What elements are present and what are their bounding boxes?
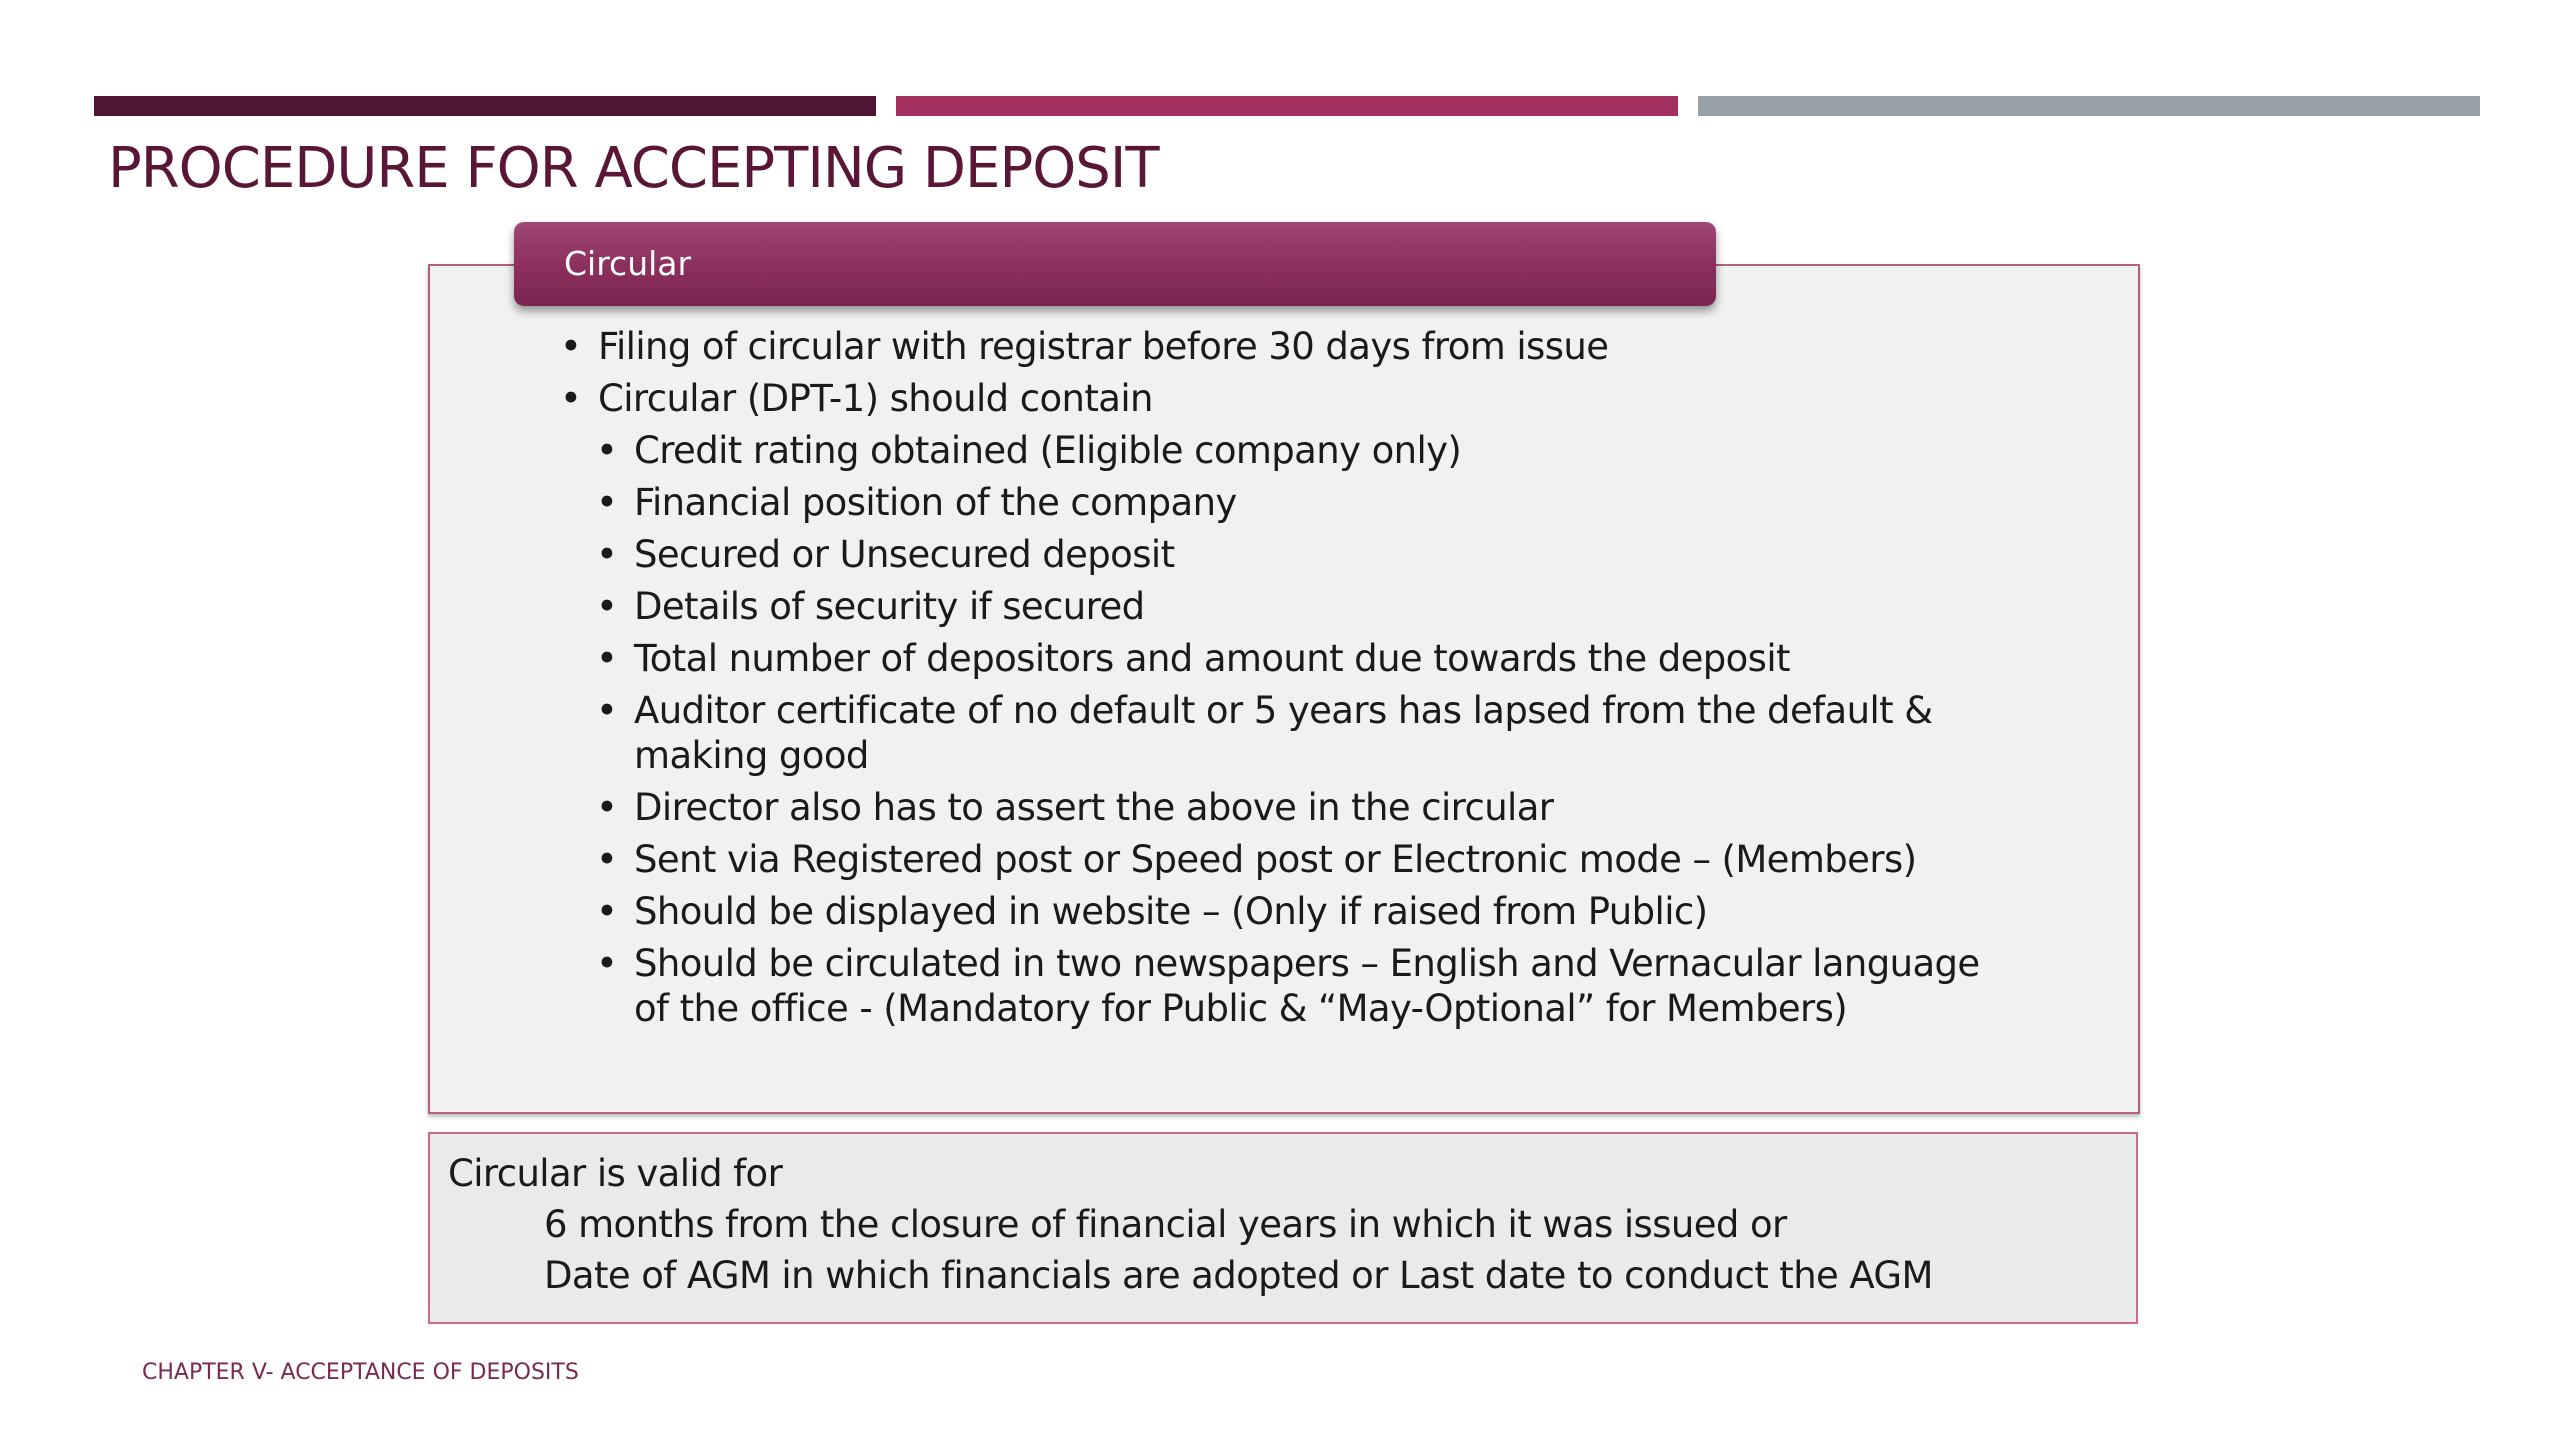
circular-header: Circular: [514, 222, 1716, 306]
sub-bullet-item: • Credit rating obtained (Eligible company only): [596, 428, 2000, 473]
top-bar-grey: [1698, 96, 2480, 116]
sub-bullet-item: • Should be circulated in two newspapers – English and Vernacular language of the office - (Mandatory for Public & “May-Optional” for Members): [596, 941, 2000, 1031]
validity-box: [428, 1132, 2138, 1324]
top-bar-dark: [94, 96, 876, 116]
validity-title: Circular is valid for: [448, 1152, 783, 1195]
sub-bullet-item: • Total number of depositors and amount due towards the deposit: [596, 636, 2000, 681]
sub-bullet-item: • Auditor certificate of no default or 5 years has lapsed from the default & making good: [596, 688, 2000, 778]
sub-bullet-item: • Secured or Unsecured deposit: [596, 532, 2000, 577]
sub-bullet-item: • Director also has to assert the above in the circular: [596, 785, 2000, 830]
validity-item: Date of AGM in which financials are adopted or Last date to conduct the AGM: [544, 1254, 1933, 1297]
bullet-item: • Circular (DPT-1) should contain: [560, 376, 2000, 421]
bullet-item: • Filing of circular with registrar before 30 days from issue: [560, 324, 2000, 369]
sub-bullet-item: • Sent via Registered post or Speed post or Electronic mode – (Members): [596, 837, 2000, 882]
slide-title: PROCEDURE FOR ACCEPTING DEPOSIT: [108, 136, 1159, 201]
sub-bullet-item: • Details of security if secured: [596, 584, 2000, 629]
slide-footer: CHAPTER V- ACCEPTANCE OF DEPOSITS: [142, 1360, 579, 1385]
sub-bullet-item: • Should be displayed in website – (Only if raised from Public): [596, 889, 2000, 934]
sub-bullet-item: • Financial position of the company: [596, 480, 2000, 525]
top-bar-magenta: [896, 96, 1678, 116]
validity-item: 6 months from the closure of financial years in which it was issued or: [544, 1203, 1787, 1246]
circular-bullet-list: [560, 324, 2000, 1038]
